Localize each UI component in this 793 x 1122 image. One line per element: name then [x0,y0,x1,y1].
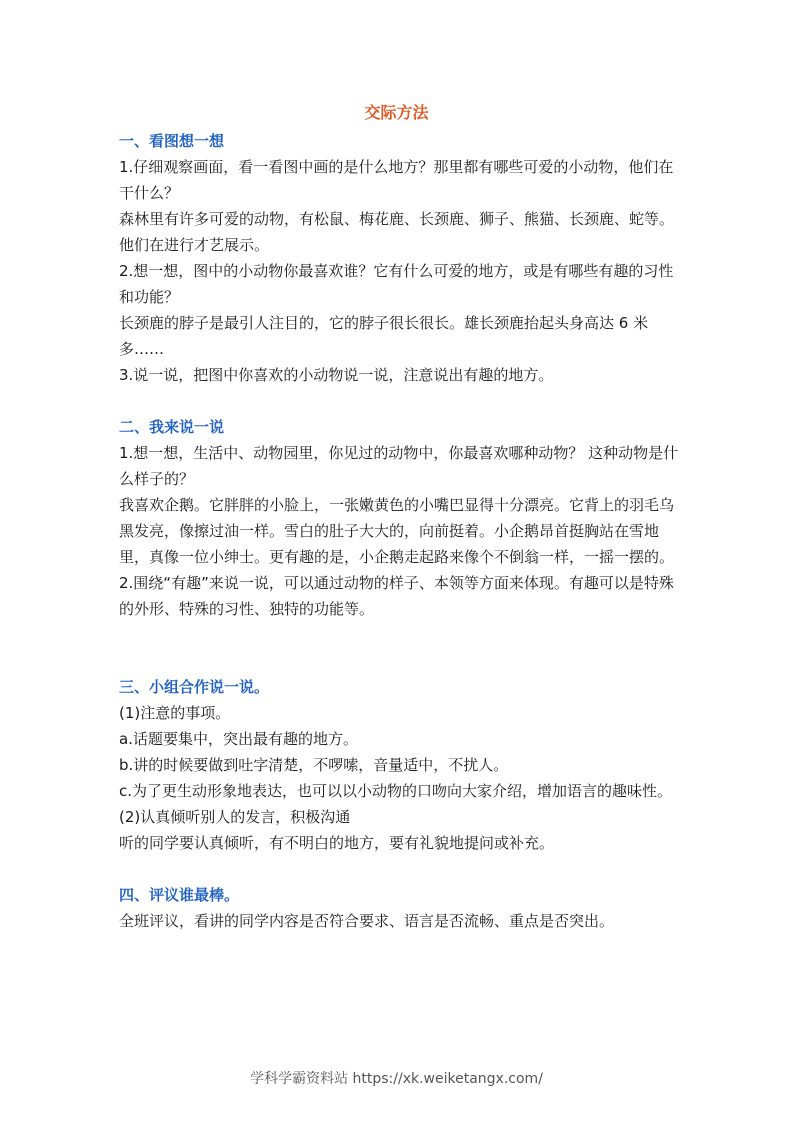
paragraph: 我喜欢企鹅。它胖胖的小脸上，一张嫩黄色的小嘴巴显得十分漂亮。它背上的羽毛乌黑发亮，像擦过油一样。雪白的肚子大大的，向前挺着。小企鹅昂首挺胸站在雪地里，真像一位小绅士。更有趣的是，小企鹅走起路来像个不倒翁一样，一摇一摆的。 [119,496,675,566]
paragraph: (2)认真倾听别人的发言，积极沟通 [119,808,351,826]
paragraph: 1.想一想，生活中、动物园里，你见过的动物中，你最喜欢哪种动物？ 这种动物是什么样子的？ [119,444,679,488]
paragraph: 森林里有许多可爱的动物，有松鼠、梅花鹿、长颈鹿、狮子、熊猫、长颈鹿、蛇等。他们在进行才艺展示。 [119,210,675,254]
section-heading-1: 一、看图想一想 [119,132,225,150]
section-heading-4: 四、评议谁最棒。 [119,886,240,904]
paragraph: b.讲的时候要做到吐字清楚，不啰嗦，音量适中，不扰人。 [119,756,509,774]
paragraph: 1.仔细观察画面，看一看图中画的是什么地方？那里都有哪些可爱的小动物，他们在干什么？ [119,158,674,202]
document-body [119,128,679,934]
page-title: 交际方法 [364,103,429,122]
paragraph: 长颈鹿的脖子是最引人注目的，它的脖子很长很长。雄长颈鹿抬起头身高达 6 米多…… [119,314,649,358]
paragraph: (1)注意的事项。 [119,704,231,722]
paragraph: c.为了更生动形象地表达，也可以以小动物的口吻向大家介绍，增加语言的趣味性。 [119,782,673,800]
paragraph: 2.想一想，图中的小动物你最喜欢谁？它有什么可爱的地方，或是有哪些有趣的习性和功能？ [119,262,674,306]
page-footer: 学科学霸资料站 https://xk.weiketangx.com/ [250,1071,543,1087]
paragraph: 3.说一说，把图中你喜欢的小动物说一说，注意说出有趣的地方。 [119,366,554,384]
section-heading-3: 三、小组合作说一说。 [119,678,270,696]
paragraph: 听的同学要认真倾听，有不明白的地方，要有礼貌地提问或补充。 [119,834,555,852]
paragraph: a.话题要集中，突出最有趣的地方。 [119,730,358,748]
paragraph: 全班评议，看讲的同学内容是否符合要求、语言是否流畅、重点是否突出。 [119,912,615,930]
paragraph: 2.围绕“有趣”来说一说，可以通过动物的样子、本领等方面来体现。有趣可以是特殊的外形、特殊的习性、独特的功能等。 [119,574,674,618]
section-heading-2: 二、我来说一说 [119,418,225,436]
